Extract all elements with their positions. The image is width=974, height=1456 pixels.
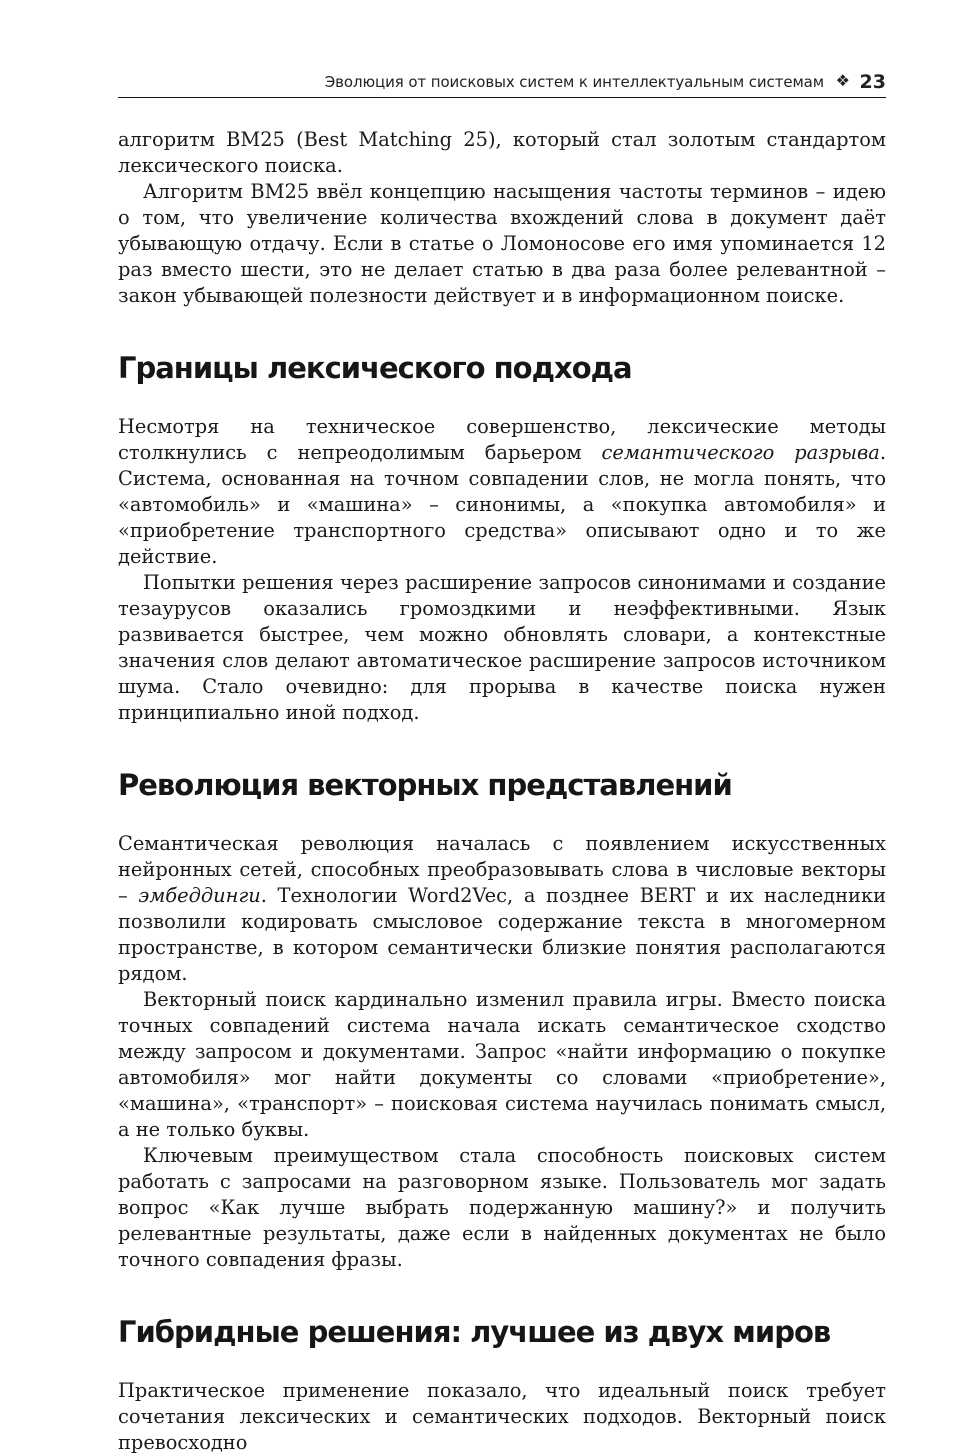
- body-text: [118, 127, 886, 1456]
- emphasis: семантического разрыва: [601, 441, 880, 464]
- section-heading: Границы лексического подхода: [118, 351, 632, 385]
- paragraph: Ключевым преимуществом стала способность поисковых систем работать с запросами на разговорном языке. Пользователь мог задать вопрос «Как лучше выбрать подержанную машину?» и получить релевантные результаты, даже если в найденных документах не было точного совпадения фразы.: [118, 1144, 886, 1271]
- paragraph: Векторный поиск кардинально изменил правила игры. Вместо поиска точных совпадений система начала искать семантическое сходство между запросом и документами. Запрос «найти информацию о покупке автомобиля» мог найти документы со словами «приобретение», «машина», «транспорт» – поисковая система научилась понимать смысл, а не только буквы.: [118, 988, 886, 1141]
- section-heading: Революция векторных представлений: [118, 768, 732, 802]
- running-header: [118, 70, 886, 96]
- paragraph: Семантическая революция началась с появлением искусственных нейронных сетей, способных преобразовывать слова в числовые векторы – эмбеддинги. Технологии Word2Vec, а позднее BERT и их наследники позволили кодировать смысловое содержание текста в многомерном пространстве, в котором семантически близкие понятия располагаются рядом.: [118, 832, 887, 985]
- page-number: 23: [859, 71, 886, 93]
- paragraph: Попытки решения через расширение запросов синонимами и создание тезаурусов оказались громоздкими и неэффективными. Язык развивается быстрее, чем можно обновлять словари, а контекстные значения слов делают автоматическое расширение запросов источником шума. Стало очевидно: для прорыва в качестве поиска нужен принципиально иной подход.: [118, 571, 886, 724]
- header-rule: [118, 97, 886, 98]
- paragraph: алгоритм BM25 (Best Matching 25), который стал золотым стандартом лексического поиска.: [118, 128, 886, 177]
- paragraph: Практическое применение показало, что идеальный поиск требует сочетания лексических и семантических подходов. Векторный поиск превосходно: [118, 1379, 886, 1454]
- running-header-title: Эволюция от поисковых систем к интеллектуальным системам: [324, 73, 824, 91]
- diamond-ornament-icon: ❖: [835, 71, 850, 90]
- paragraph: Несмотря на техническое совершенство, лексические методы столкнулись с непреодолимым барьером семантического разрыва. Система, основанная на точном совпадении слов, не могла понять, что «автомобиль» и «машина» – синонимы, а «покупка автомобиля» и «приобретение транспортного средства» описывают одно и то же действие.: [118, 415, 886, 568]
- paragraph: Алгоритм BM25 ввёл концепцию насыщения частоты терминов – идею о том, что увеличение количества вхождений слова в документ даёт убывающую отдачу. Если в статье о Ломоносове его имя упоминается 12 раз вместо шести, это не делает статью в два раза более релевантной – закон убывающей полезности действует и в информационном поиске.: [118, 180, 886, 307]
- emphasis: эмбеддинги: [138, 884, 261, 907]
- section-heading: Гибридные решения: лучшее из двух миров: [118, 1315, 831, 1349]
